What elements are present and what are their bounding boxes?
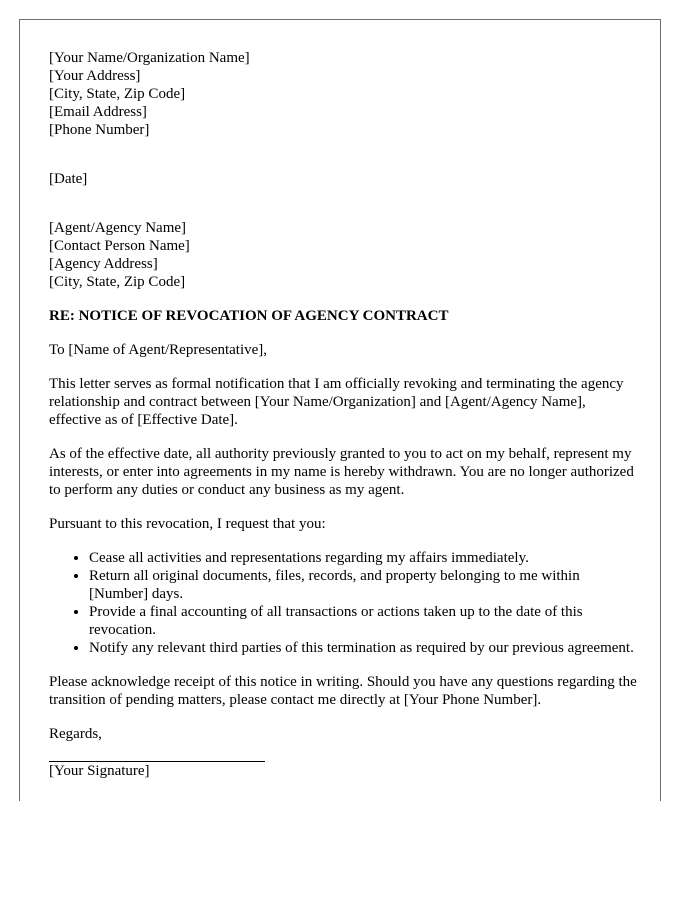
sender-email: [Email Address]	[49, 104, 147, 120]
sender-block	[49, 49, 639, 139]
signature: [Your Signature]	[49, 763, 150, 779]
sender-city: [City, State, Zip Code]	[49, 86, 186, 102]
letter-date: [Date]	[49, 171, 88, 187]
spacer	[49, 359, 639, 375]
sender-address: [Your Address]	[49, 68, 141, 84]
salutation: To [Name of Agent/Representative],	[49, 342, 268, 358]
sender-phone: [Phone Number]	[49, 122, 150, 138]
recipient-city: [City, State, Zip Code]	[49, 274, 186, 290]
closing: Regards,	[49, 726, 102, 742]
recipient-block	[49, 219, 639, 291]
spacer	[49, 499, 639, 515]
body-paragraph: As of the effective date, all authority previously granted to you to act on my behalf, represent my interests, or enter into agreements in my name is hereby withdrawn. You are no longer authorized to perform any duties or conduct any business as my agent.	[49, 446, 634, 498]
recipient-address: [Agency Address]	[49, 256, 158, 272]
spacer	[49, 139, 639, 155]
spacer	[49, 203, 639, 219]
spacer	[49, 325, 639, 341]
spacer	[49, 657, 639, 673]
list-item: • Return all original documents, files, records, and property belonging to me within [Number] days.	[89, 567, 639, 603]
spacer	[49, 709, 639, 725]
subject-line: RE: NOTICE OF REVOCATION OF AGENCY CONTRACT	[49, 308, 449, 324]
closing-paragraph: Please acknowledge receipt of this notice in writing. Should you have any questions regarding the transition of pending matters, please contact me directly at [Your Phone Number].	[49, 674, 637, 708]
request-list	[49, 549, 639, 657]
letter-page	[19, 19, 661, 801]
spacer	[49, 429, 639, 445]
letter-content	[49, 49, 639, 780]
spacer	[49, 291, 639, 307]
list-item: • Notify any relevant third parties of this termination as required by our previous agreement.	[89, 639, 639, 657]
body-paragraph: Pursuant to this revocation, I request that you:	[49, 516, 326, 532]
list-item: • Cease all activities and representations regarding my affairs immediately.	[89, 549, 639, 567]
spacer	[49, 533, 639, 549]
sender-name: [Your Name/Organization Name]	[49, 50, 250, 66]
recipient-contact: [Contact Person Name]	[49, 238, 190, 254]
recipient-agency-name: [Agent/Agency Name]	[49, 220, 187, 236]
body-paragraph: This letter serves as formal notification that I am officially revoking and terminating the agency relationship and contract between [Your Name/Organization] and [Agent/Agency Name], effective as of [Effective Date].	[49, 376, 624, 428]
list-item: • Provide a final accounting of all transactions or actions taken up to the date of this revocation.	[89, 603, 639, 639]
